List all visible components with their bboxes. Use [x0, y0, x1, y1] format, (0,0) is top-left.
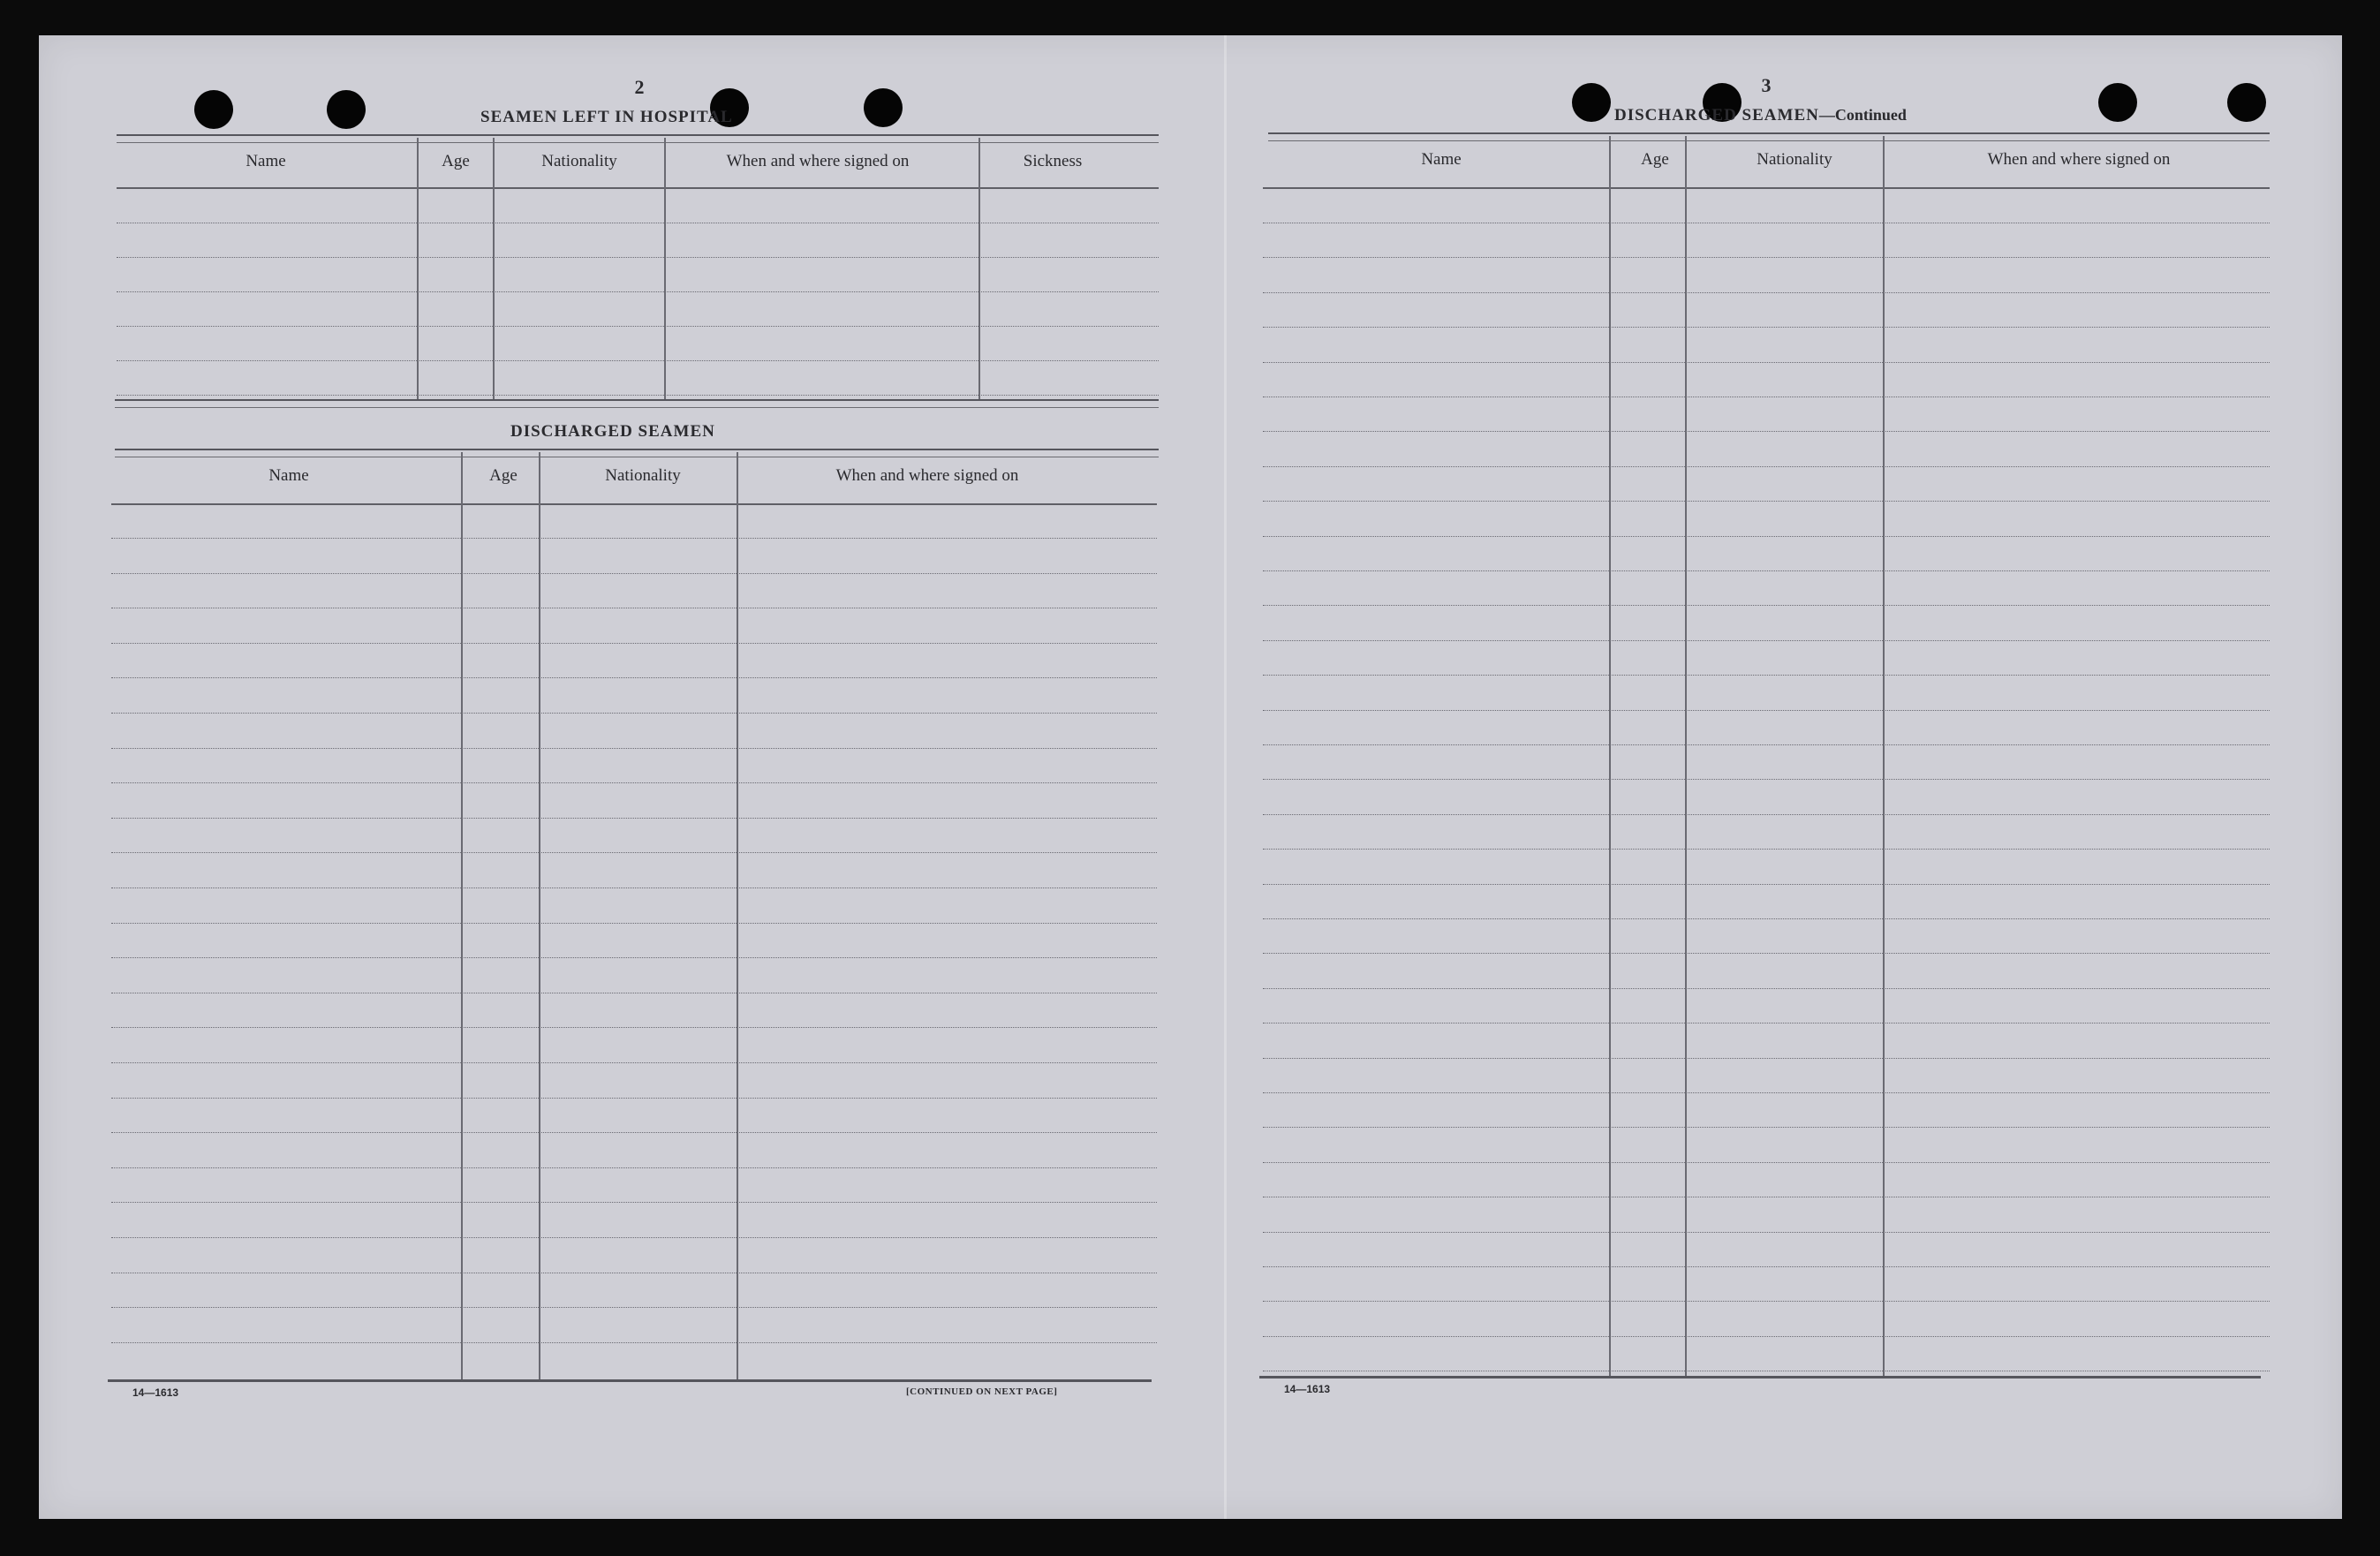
- header-underline: [111, 503, 1157, 505]
- table-row-line: [1263, 953, 2270, 954]
- table-row-line: [1263, 1092, 2270, 1093]
- table-row-line: [1263, 1058, 2270, 1059]
- table-row-line: [1263, 1232, 2270, 1233]
- table-row-line: [1263, 1266, 2270, 1267]
- table-row-line: [111, 748, 1157, 749]
- table-row-line: [111, 643, 1157, 644]
- form-number: 14—1613: [132, 1386, 179, 1399]
- section-title-discharged-seamen-continued: [1614, 106, 1907, 125]
- header-underline: [1263, 187, 2270, 189]
- column-header-nationality: Nationality: [1757, 150, 1832, 169]
- table-row-line: [111, 713, 1157, 714]
- column-divider: [1685, 136, 1687, 1376]
- punch-hole: [194, 90, 233, 129]
- table-row-line: [111, 818, 1157, 819]
- table-row-line: [1263, 327, 2270, 328]
- table-row-line: [1263, 292, 2270, 293]
- table-row-line: [111, 852, 1157, 853]
- section-rule: [117, 134, 1159, 143]
- header-underline: [117, 187, 1159, 189]
- page-fold: [1224, 35, 1227, 1519]
- column-divider: [461, 452, 463, 1379]
- bottom-rule: [108, 1379, 1152, 1382]
- table-row-line: [1263, 675, 2270, 676]
- table-row-line: [111, 1237, 1157, 1238]
- table-row-line: [117, 360, 1159, 361]
- table-row-line: [111, 1098, 1157, 1099]
- column-header-name: Name: [246, 152, 286, 170]
- column-header-name: Name: [268, 466, 309, 485]
- table-row-line: [117, 395, 1159, 396]
- table-row-line: [1263, 814, 2270, 815]
- column-divider: [1609, 136, 1611, 1376]
- table-row-line: [111, 538, 1157, 539]
- column-divider: [978, 138, 980, 399]
- table-row-line: [111, 782, 1157, 783]
- column-header-name: Name: [1421, 150, 1462, 169]
- table-row-line: [111, 957, 1157, 958]
- table-row-line: [111, 1342, 1157, 1343]
- table-row-line: [1263, 1162, 2270, 1163]
- section-title-seamen-left-in-hospital: SEAMEN LEFT IN HOSPITAL: [480, 108, 733, 126]
- table-row-line: [111, 677, 1157, 678]
- column-header-nationality: Nationality: [605, 466, 681, 485]
- table-row-line: [117, 326, 1159, 327]
- column-header-when-where-signed-on: When and where signed on: [835, 466, 1019, 485]
- section-title-discharged-seamen: DISCHARGED SEAMEN: [510, 422, 715, 441]
- section-title-text: DISCHARGED SEAMEN: [1614, 106, 1819, 125]
- table-row-line: [111, 923, 1157, 924]
- table-row-line: [1263, 918, 2270, 919]
- section-rule: [1268, 132, 2270, 141]
- document-sheet: [39, 35, 2342, 1519]
- column-header-age: Age: [1641, 150, 1669, 169]
- table-row-line: [111, 1027, 1157, 1028]
- column-divider: [1883, 136, 1885, 1376]
- column-header-when-where-signed-on: When and where signed on: [726, 152, 910, 170]
- punch-hole: [2098, 83, 2137, 122]
- table-row-line: [111, 573, 1157, 574]
- table-row-line: [111, 1132, 1157, 1133]
- punch-hole: [864, 88, 903, 127]
- column-divider: [417, 138, 419, 399]
- form-number: 14—1613: [1284, 1383, 1331, 1395]
- table-row-line: [1263, 570, 2270, 571]
- column-divider: [737, 452, 738, 1379]
- column-divider: [493, 138, 495, 399]
- section-rule: [115, 399, 1159, 408]
- table-row-line: [1263, 362, 2270, 363]
- section-title-suffix: —Continued: [1818, 106, 1907, 124]
- section-rule: [115, 449, 1159, 457]
- bottom-rule: [1259, 1376, 2261, 1378]
- table-row-line: [1263, 710, 2270, 711]
- table-row-line: [117, 257, 1159, 258]
- table-row-line: [111, 1307, 1157, 1308]
- table-row-line: [111, 1167, 1157, 1168]
- table-row-line: [1263, 1301, 2270, 1302]
- punch-hole: [2227, 83, 2266, 122]
- column-header-sickness: Sickness: [1023, 152, 1083, 170]
- table-row-line: [1263, 431, 2270, 432]
- column-divider: [539, 452, 540, 1379]
- table-row-line: [1263, 1127, 2270, 1128]
- column-divider: [664, 138, 666, 399]
- table-row-line: [1263, 257, 2270, 258]
- punch-hole: [1572, 83, 1611, 122]
- column-header-age: Age: [442, 152, 470, 170]
- table-row-line: [111, 1062, 1157, 1063]
- table-row-line: [1263, 466, 2270, 467]
- table-row-line: [1263, 1336, 2270, 1337]
- table-row-line: [1263, 779, 2270, 780]
- column-header-nationality: Nationality: [541, 152, 617, 170]
- table-row-line: [1263, 988, 2270, 989]
- table-row-line: [1263, 849, 2270, 850]
- table-row-line: [1263, 501, 2270, 502]
- page-number: 2: [634, 76, 645, 98]
- page-number: 3: [1761, 74, 1772, 96]
- table-row-line: [1263, 640, 2270, 641]
- table-row-line: [117, 291, 1159, 292]
- table-row-line: [111, 1202, 1157, 1203]
- table-row-line: [1263, 744, 2270, 745]
- table-row-line: [1263, 884, 2270, 885]
- column-header-age: Age: [489, 466, 518, 485]
- column-header-when-where-signed-on: When and where signed on: [1987, 150, 2171, 169]
- table-row-line: [1263, 605, 2270, 606]
- punch-hole: [327, 90, 366, 129]
- continued-on-next-page-note: [CONTINUED ON NEXT PAGE]: [906, 1386, 1058, 1397]
- table-row-line: [1263, 536, 2270, 537]
